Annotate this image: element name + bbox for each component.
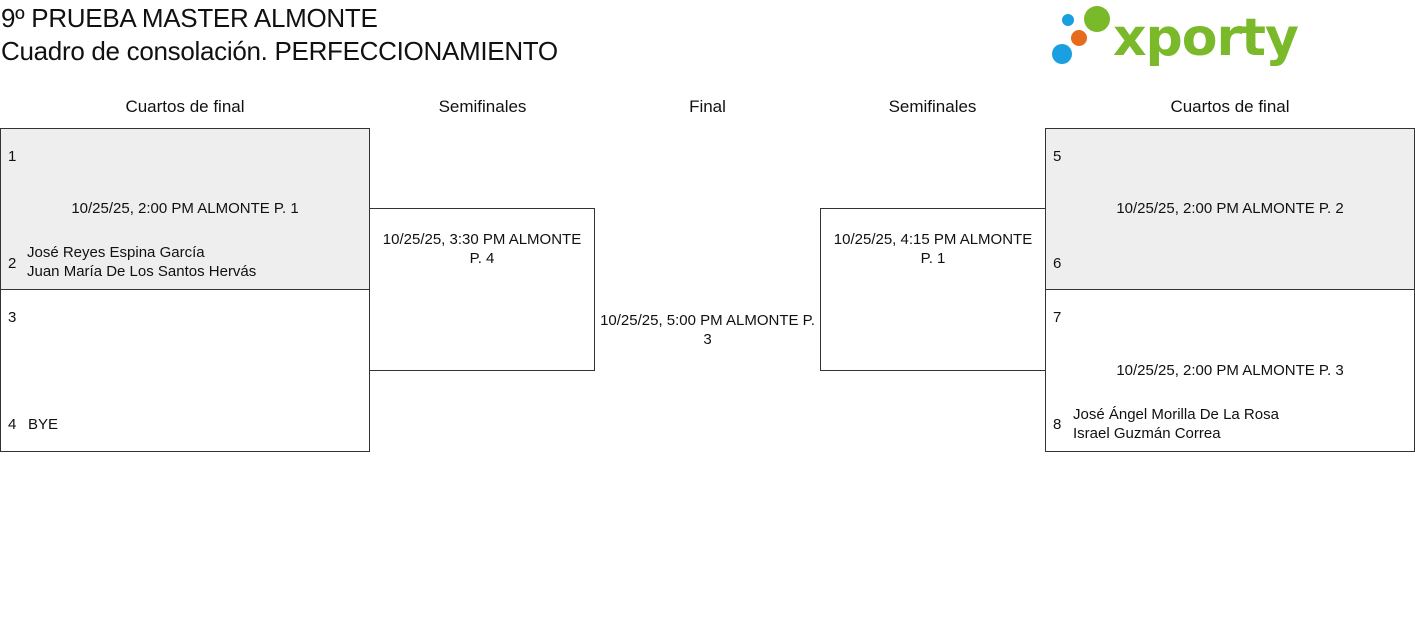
- match-schedule: 10/25/25, 5:00 PM ALMONTE P. 3: [600, 312, 815, 348]
- match-right-quarter-2[interactable]: [1045, 289, 1415, 452]
- match-left-quarter-1[interactable]: [0, 128, 370, 290]
- round-label-right-quarters: Cuartos de final: [1170, 97, 1290, 116]
- team-names[interactable]: [27, 243, 256, 281]
- player-name: Juan María De Los Santos Hervás: [27, 263, 257, 280]
- seed-number: 3: [8, 309, 17, 326]
- logo-dot-icon: [1062, 14, 1074, 26]
- match-schedule: 10/25/25, 2:00 PM ALMONTE P. 2: [1116, 200, 1344, 217]
- seed-number: 7: [1053, 309, 1062, 326]
- seed-number: 5: [1053, 148, 1062, 165]
- match-schedule: 10/25/25, 3:30 PM ALMONTE P. 4: [382, 231, 582, 267]
- logo-wordmark: xporty: [1113, 8, 1298, 68]
- match-right-quarter-1[interactable]: [1045, 128, 1415, 290]
- logo-dot-icon: [1052, 44, 1072, 64]
- match-schedule: 10/25/25, 4:15 PM ALMONTE P. 1: [833, 231, 1033, 267]
- round-label-final: Final: [689, 97, 726, 116]
- seed-number: 1: [8, 148, 17, 165]
- logo-dot-icon: [1084, 6, 1110, 32]
- round-label-left-quarters: Cuartos de final: [125, 97, 245, 116]
- player-name: BYE: [28, 416, 59, 433]
- seed-number: 6: [1053, 255, 1062, 272]
- player-name: José Reyes Espina García: [27, 244, 205, 261]
- round-label-right-semis: Semifinales: [888, 97, 977, 116]
- tournament-title: 9º PRUEBA MASTER ALMONTE: [1, 3, 378, 33]
- xporty-logo[interactable]: [1050, 4, 1298, 68]
- match-schedule: 10/25/25, 2:00 PM ALMONTE P. 3: [1116, 362, 1344, 379]
- match-right-semifinal[interactable]: [820, 208, 1046, 371]
- player-name: José Ángel Morilla De La Rosa: [1073, 406, 1279, 423]
- seed-number: 8: [1053, 416, 1062, 433]
- team-names[interactable]: [1073, 405, 1279, 443]
- team-names[interactable]: [28, 415, 58, 434]
- draw-subtitle: Cuadro de consolación. PERFECCIONAMIENTO: [1, 36, 558, 66]
- logo-dot-icon: [1071, 30, 1087, 46]
- round-label-left-semis: Semifinales: [438, 97, 527, 116]
- seed-number: 4: [8, 416, 17, 433]
- player-name: Israel Guzmán Correa: [1073, 425, 1221, 442]
- match-schedule: 10/25/25, 2:00 PM ALMONTE P. 1: [71, 200, 299, 217]
- match-left-semifinal[interactable]: [369, 208, 595, 371]
- seed-number: 2: [8, 255, 17, 272]
- match-left-quarter-2[interactable]: [0, 289, 370, 452]
